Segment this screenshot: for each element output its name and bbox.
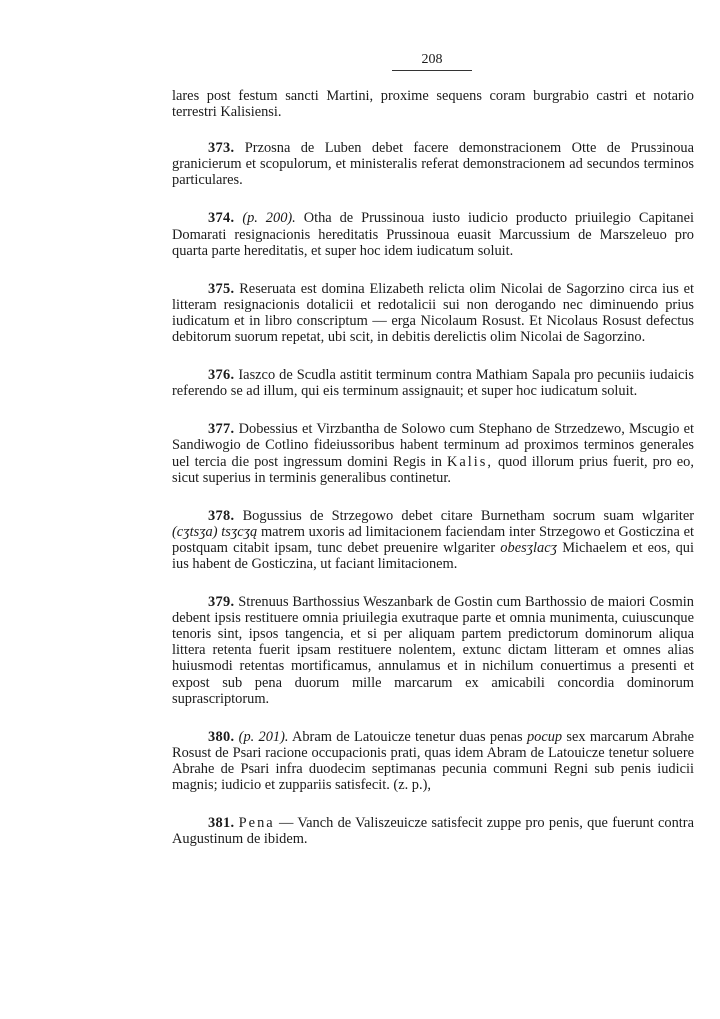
entry-number: 380.	[208, 728, 235, 745]
entry-number: 374.	[208, 210, 235, 227]
entry-number: 377.	[208, 421, 235, 438]
entry-381	[172, 815, 694, 847]
place-name: Kalis,	[446, 453, 493, 470]
entry-373	[172, 140, 694, 188]
entry-label: Pena	[238, 815, 275, 832]
entry-text: Przosna de Luben debet facere demonstracionem Otte de Prusзinoua granicierum et scopulorum, et ministeralis referat demonstracionem ad secundos terminos particulares.	[172, 140, 694, 189]
entry-text: Otha de Prussinoua iusto iudicio producto priuilegio Capitanei Domarati resignacionis hereditatis Prussinoua euasit Marcussium de Marszeleuo pro quarta parte hereditatis, et super hoc idem iudicatum soluit.	[172, 210, 694, 259]
entry-376	[172, 367, 694, 399]
entry-text: quod illorum prius fuerit, pro eo, sicut superius in terminis generalibus continetur.	[172, 453, 694, 486]
entry-377	[172, 421, 694, 485]
entry-text: Abram de Latouicze tenetur duas penas	[291, 728, 523, 745]
page-reference: (p. 201).	[238, 728, 289, 745]
vernacular-term: (cʒtsʒa) tsʒcʒą	[172, 523, 258, 540]
page-reference: (p. 200).	[242, 210, 296, 227]
entry-number: 379.	[208, 594, 235, 611]
vernacular-term: obesʒlacʒ	[500, 539, 558, 556]
entry-375	[172, 281, 694, 345]
entry-text: Bogussius de Strzegowo debet citare Burnetham socrum suam wlgariter	[242, 507, 695, 524]
entry-text: lares post festum sancti Martini, proxime sequens coram burgrabio castri et notario terrestri Kalisiensi.	[172, 88, 694, 121]
entry-text: Dobessius et Virzbantha de Solowo cum Stephano de Strzedzewo, Mscugio et Sandiwogio de Cotlino fideiussoribus habent terminum ad proximos terminos generales uel tercia die post ingressum domini Regis in	[172, 421, 694, 470]
entry-text: Iaszco de Scudla astitit terminum contra Mathiam Sapala pro pecuniis iudaicis referendo se ad illum, qui eis terminum assignauit; et super hoc iudicatum soluit.	[172, 367, 694, 400]
entry-text: Michaelem et eos, qui ius habent de Gosticzina, ut faciant limitacionem.	[172, 539, 694, 572]
entry-372-continuation	[172, 88, 694, 120]
entry-text: Strenuus Barthossius Weszanbark de Gostin cum Barthossio de maiori Cosmin debent ipsis restituere omnia priuilegia exutraque parte et omnia munimenta, cuiuscunque tenoris sint, ipsos tangencia, et si per aliquam partem predictorum dominorum aliqua littera retenta fuerit ipsam restituere nolentem, extunc dictam litteram et omnes alias huiusmodi retentas mortificamus, annulamus et in nichilum conuertimus a presenti et expost sub pena duorum mille marcarum ex amicabili concordia dominorum suprascriptorum.	[172, 594, 694, 707]
entry-380	[172, 729, 694, 793]
entry-number: 376.	[208, 367, 235, 384]
entry-text: Reseruata est domina Elizabeth relicta olim Nicolai de Sagorzino circa ius et litteram resignacionis dotalicii et redotalicii sui non derogando nec diminuendo prius iudicatum et in libro conscriptum — erga Nicolaum Rosust. Et Nicolaus Rosust defectus debitorum suorum repetat, ubi scit, in debitis derelictis olim Nicolai de Sagorzino.	[172, 280, 694, 346]
vernacular-term: pocup	[526, 728, 563, 745]
entry-378	[172, 508, 694, 572]
entry-number: 375.	[208, 280, 235, 297]
entry-text: matrem uxoris ad limitacionem faciendam inter Strzegowo et Gosticzina et postquam citabit ipsam, tunc debet preuenire wlgariter	[172, 523, 694, 556]
entry-text: — Vanch de Valiszeuicze satisfecit zuppe pro penis, que fuerunt contra Augustinum de ibidem.	[172, 815, 694, 848]
entry-374	[172, 210, 694, 258]
entry-number: 381.	[208, 815, 235, 832]
entry-number: 378.	[208, 507, 235, 524]
entry-379	[172, 594, 694, 707]
entry-text: sex marcarum Abrahe Rosust de Psari racione occupacionis prati, quas idem Abram de Latouicze tenetur soluere Abrahe de Psari infra duodecim septimanas pecunia communi Regni sub penis iudicii magnis; iudicio et zuppariis satisfecit. (z. p.),	[172, 728, 694, 793]
entry-number: 373.	[208, 140, 235, 157]
page-number: 208	[392, 52, 472, 71]
document-body	[172, 88, 694, 869]
